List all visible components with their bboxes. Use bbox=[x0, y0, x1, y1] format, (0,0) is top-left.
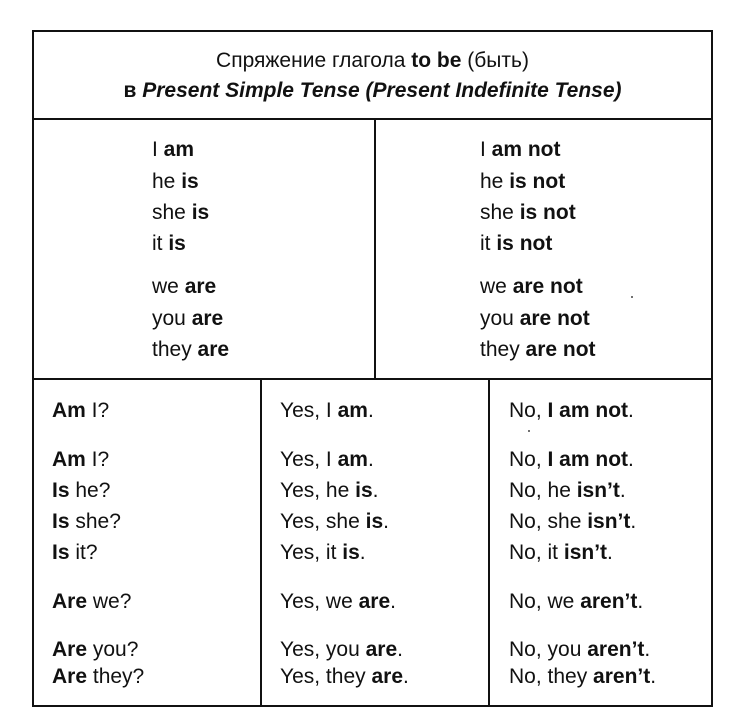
text-plain: they? bbox=[87, 665, 145, 688]
text-plain: I? bbox=[85, 399, 110, 422]
short-no-answer bbox=[509, 447, 634, 472]
divider-top-middle bbox=[374, 118, 376, 378]
text-bold: Are bbox=[52, 590, 88, 613]
text-bold: am bbox=[337, 399, 368, 422]
negative-form bbox=[480, 231, 552, 256]
text-plain: we? bbox=[87, 590, 132, 613]
text-bold: Am bbox=[52, 448, 86, 471]
question-form bbox=[52, 589, 131, 614]
text-bold: Are bbox=[52, 638, 88, 661]
text-bold: is not bbox=[519, 201, 576, 224]
negative-form bbox=[480, 274, 583, 299]
negative-form bbox=[480, 137, 561, 162]
text-bold: is bbox=[191, 201, 210, 224]
text-bold: is bbox=[181, 170, 199, 193]
title-verb: to be bbox=[411, 49, 462, 72]
title-line-1 bbox=[34, 47, 711, 75]
text-bold: are not bbox=[525, 338, 596, 361]
text-bold: is bbox=[168, 232, 186, 255]
text-bold: are bbox=[358, 590, 391, 613]
short-yes-answer bbox=[280, 637, 403, 662]
question-form bbox=[52, 637, 138, 662]
text-plain: . bbox=[367, 448, 374, 471]
divider-bottom-right bbox=[488, 378, 490, 707]
negative-form bbox=[480, 306, 590, 331]
text-plain: . bbox=[628, 448, 634, 471]
text-bold: Is bbox=[52, 541, 70, 564]
short-no-answer bbox=[509, 540, 613, 565]
short-no-answer bbox=[509, 509, 636, 534]
text-plain: . bbox=[403, 665, 409, 688]
text-bold: are bbox=[191, 307, 224, 330]
title-prefix: в bbox=[123, 79, 143, 102]
text-bold: isn’t bbox=[576, 479, 620, 502]
text-plain: you bbox=[152, 307, 192, 330]
text-plain: . bbox=[383, 510, 389, 533]
text-plain: No, it bbox=[509, 541, 564, 564]
text-bold: is not bbox=[496, 232, 553, 255]
text-bold: am bbox=[163, 138, 195, 161]
short-yes-answer bbox=[280, 540, 366, 565]
text-bold: aren’t bbox=[580, 590, 638, 613]
short-yes-answer bbox=[280, 478, 378, 503]
text-plain: she bbox=[152, 201, 192, 224]
text-bold: Are bbox=[52, 665, 88, 688]
divider-middle bbox=[34, 378, 711, 380]
text-bold: is bbox=[365, 510, 384, 533]
question-form bbox=[52, 540, 98, 565]
short-no-answer bbox=[509, 664, 656, 689]
text-bold: are bbox=[184, 275, 217, 298]
affirmative-form bbox=[152, 200, 209, 225]
short-no-answer bbox=[509, 398, 634, 423]
text-plain: . bbox=[607, 541, 613, 564]
question-form bbox=[52, 664, 144, 689]
short-no-answer bbox=[509, 589, 643, 614]
title-line-2 bbox=[34, 77, 711, 105]
text-plain: No, bbox=[509, 448, 548, 471]
text-plain: I? bbox=[85, 448, 110, 471]
affirmative-form bbox=[152, 274, 216, 299]
text-bold: aren’t bbox=[587, 638, 645, 661]
conjugation-table bbox=[32, 30, 713, 707]
text-plain: . bbox=[367, 399, 374, 422]
text-plain: he bbox=[480, 170, 510, 193]
text-plain: you? bbox=[87, 638, 139, 661]
short-yes-answer bbox=[280, 509, 389, 534]
title-text: Спряжение глагола bbox=[216, 49, 412, 72]
text-bold: are bbox=[371, 665, 403, 688]
divider-header bbox=[34, 118, 711, 120]
text-plain: she bbox=[480, 201, 520, 224]
text-plain: . bbox=[628, 399, 634, 422]
text-plain: No, we bbox=[509, 590, 581, 613]
text-plain: Yes, I bbox=[280, 399, 338, 422]
text-plain: it bbox=[480, 232, 497, 255]
short-no-answer bbox=[509, 478, 626, 503]
affirmative-form bbox=[152, 306, 223, 331]
text-bold: aren’t bbox=[593, 665, 651, 688]
title-translation: (быть) bbox=[461, 49, 529, 72]
text-bold: I am not bbox=[547, 399, 629, 422]
text-plain: we bbox=[480, 275, 513, 298]
text-plain: they bbox=[480, 338, 526, 361]
text-plain: Yes, he bbox=[280, 479, 356, 502]
short-yes-answer bbox=[280, 447, 374, 472]
short-yes-answer bbox=[280, 589, 396, 614]
short-yes-answer bbox=[280, 398, 374, 423]
text-plain: Yes, she bbox=[280, 510, 366, 533]
text-plain: we bbox=[152, 275, 185, 298]
text-bold: Am bbox=[52, 399, 86, 422]
text-bold: Is bbox=[52, 479, 70, 502]
text-bold: are not bbox=[519, 307, 590, 330]
text-plain: . bbox=[619, 479, 626, 502]
text-plain: . bbox=[644, 638, 651, 661]
text-bold: are bbox=[197, 338, 230, 361]
text-plain: . bbox=[630, 510, 637, 533]
text-bold: are not bbox=[512, 275, 583, 298]
text-plain: No, bbox=[509, 399, 548, 422]
text-bold: I am not bbox=[547, 448, 629, 471]
negative-form bbox=[480, 337, 596, 362]
title-tense: Present Simple Tense (Present Indefinite Tense) bbox=[142, 79, 622, 102]
text-plain: No, you bbox=[509, 638, 588, 661]
text-plain: Yes, we bbox=[280, 590, 359, 613]
text-plain: No, she bbox=[509, 510, 588, 533]
text-plain: No, they bbox=[509, 665, 594, 688]
text-plain: you bbox=[480, 307, 520, 330]
text-bold: is bbox=[355, 479, 373, 502]
text-plain: she? bbox=[69, 510, 121, 533]
text-plain: . bbox=[359, 541, 366, 564]
text-bold: is bbox=[342, 541, 360, 564]
text-plain: Yes, they bbox=[280, 665, 372, 688]
question-form bbox=[52, 398, 109, 423]
text-plain: it bbox=[152, 232, 169, 255]
question-form bbox=[52, 478, 110, 503]
text-plain: they bbox=[152, 338, 198, 361]
negative-form bbox=[480, 200, 576, 225]
short-no-answer bbox=[509, 637, 650, 662]
text-plain: . bbox=[372, 479, 379, 502]
text-plain: . bbox=[650, 665, 657, 688]
text-plain: . bbox=[390, 590, 396, 613]
negative-form bbox=[480, 169, 565, 194]
text-bold: isn’t bbox=[587, 510, 631, 533]
text-plain: Yes, I bbox=[280, 448, 338, 471]
text-bold: am not bbox=[491, 138, 561, 161]
text-plain: . bbox=[637, 590, 644, 613]
text-plain: . bbox=[397, 638, 403, 661]
affirmative-form bbox=[152, 169, 199, 194]
text-plain: No, he bbox=[509, 479, 577, 502]
affirmative-form bbox=[152, 337, 229, 362]
text-plain: he bbox=[152, 170, 182, 193]
text-plain: Yes, it bbox=[280, 541, 343, 564]
text-plain: Yes, you bbox=[280, 638, 366, 661]
text-plain: I bbox=[152, 138, 164, 161]
short-yes-answer bbox=[280, 664, 409, 689]
text-bold: isn’t bbox=[563, 541, 608, 564]
text-bold: am bbox=[337, 448, 368, 471]
text-bold: are bbox=[365, 638, 398, 661]
divider-bottom-left bbox=[260, 378, 262, 707]
text-plain: I bbox=[480, 138, 492, 161]
text-plain: he? bbox=[69, 479, 111, 502]
question-form bbox=[52, 509, 121, 534]
print-speck bbox=[528, 430, 530, 432]
text-bold: is not bbox=[509, 170, 566, 193]
affirmative-form bbox=[152, 231, 186, 256]
text-bold: Is bbox=[52, 510, 70, 533]
print-speck bbox=[631, 296, 633, 298]
affirmative-form bbox=[152, 137, 194, 162]
question-form bbox=[52, 447, 109, 472]
text-plain: it? bbox=[69, 541, 98, 564]
